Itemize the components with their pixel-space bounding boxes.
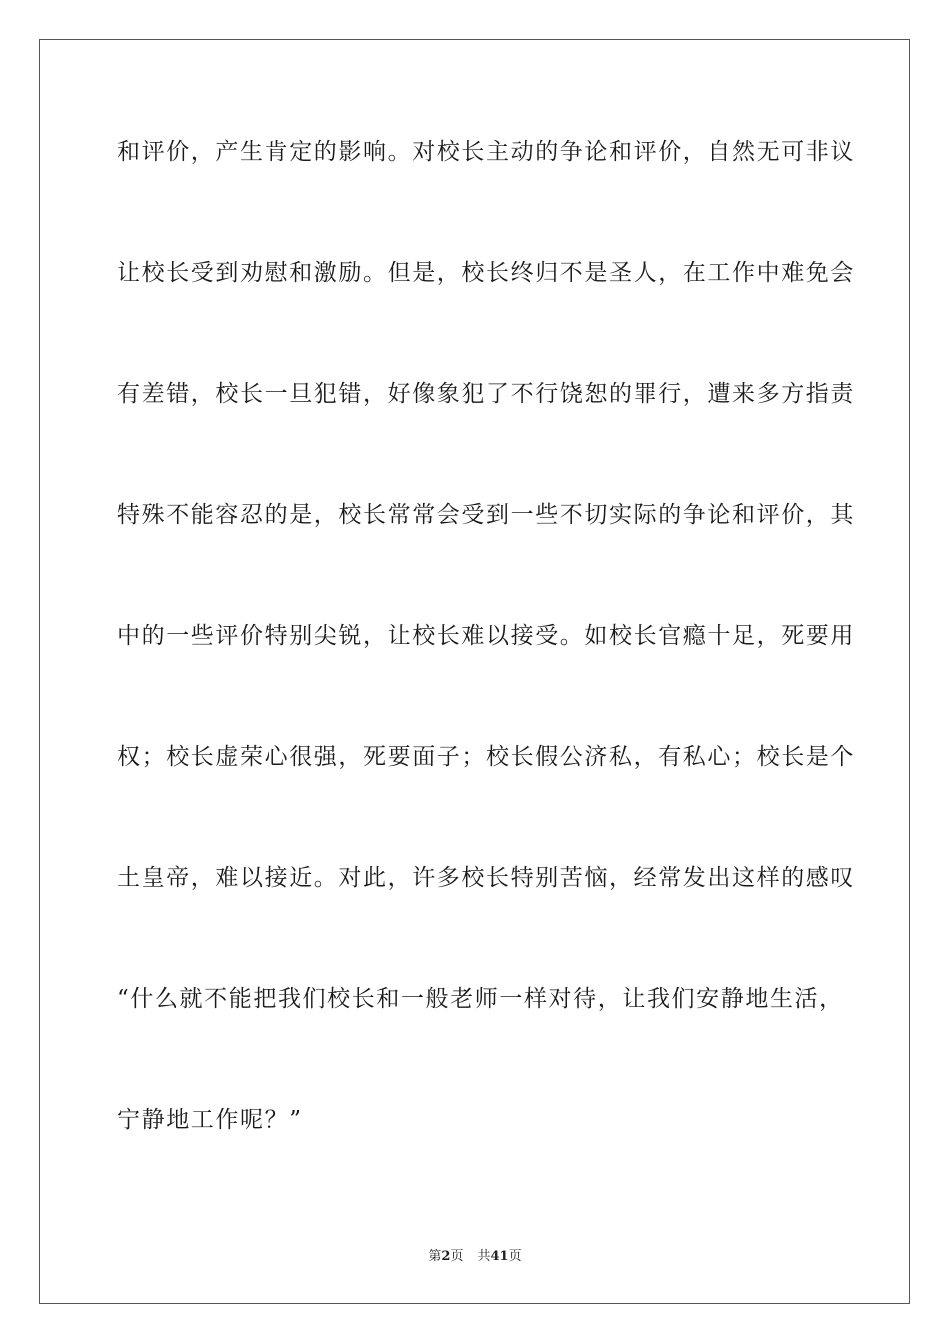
body-text-line-4: 特殊不能容忍的是，校长常常会受到一些不切实际的争论和评价，其 xyxy=(117,502,855,528)
body-text-line-8: “什么就不能把我们校长和一般老师一样对待，让我们安静地生活， xyxy=(117,986,844,1012)
body-text-line-7: 土皇帝，难以接近。对此，许多校长特别苦恼，经常发出这样的感叹 xyxy=(117,865,855,891)
body-text-line-1: 和评价，产生肯定的影响。对校长主动的争论和评价，自然无可非议 xyxy=(117,139,855,165)
body-text-line-2: 让校长受到劝慰和激励。但是，校长终归不是圣人，在工作中难免会 xyxy=(117,260,855,286)
body-text-line-5: 中的一些评价特别尖锐，让校长难以接受。如校长官瘾十足，死要用 xyxy=(117,623,855,649)
page-prefix: 第 xyxy=(428,1249,442,1264)
body-text-line-3: 有差错，校长一旦犯错，好像象犯了不行饶恕的罪行，遭来多方指责 xyxy=(117,381,855,407)
page-suffix: 页 xyxy=(450,1249,464,1264)
total-pages: 41 xyxy=(490,1249,509,1264)
total-prefix: 共 xyxy=(477,1249,491,1264)
body-text-line-9: 宁静地工作呢？” xyxy=(117,1107,303,1133)
total-suffix: 页 xyxy=(508,1249,522,1264)
body-text-line-6: 权；校长虚荣心很强，死要面子；校长假公济私，有私心；校长是个 xyxy=(117,744,855,770)
page-footer xyxy=(0,1248,950,1266)
page-number: 2 xyxy=(441,1249,451,1264)
